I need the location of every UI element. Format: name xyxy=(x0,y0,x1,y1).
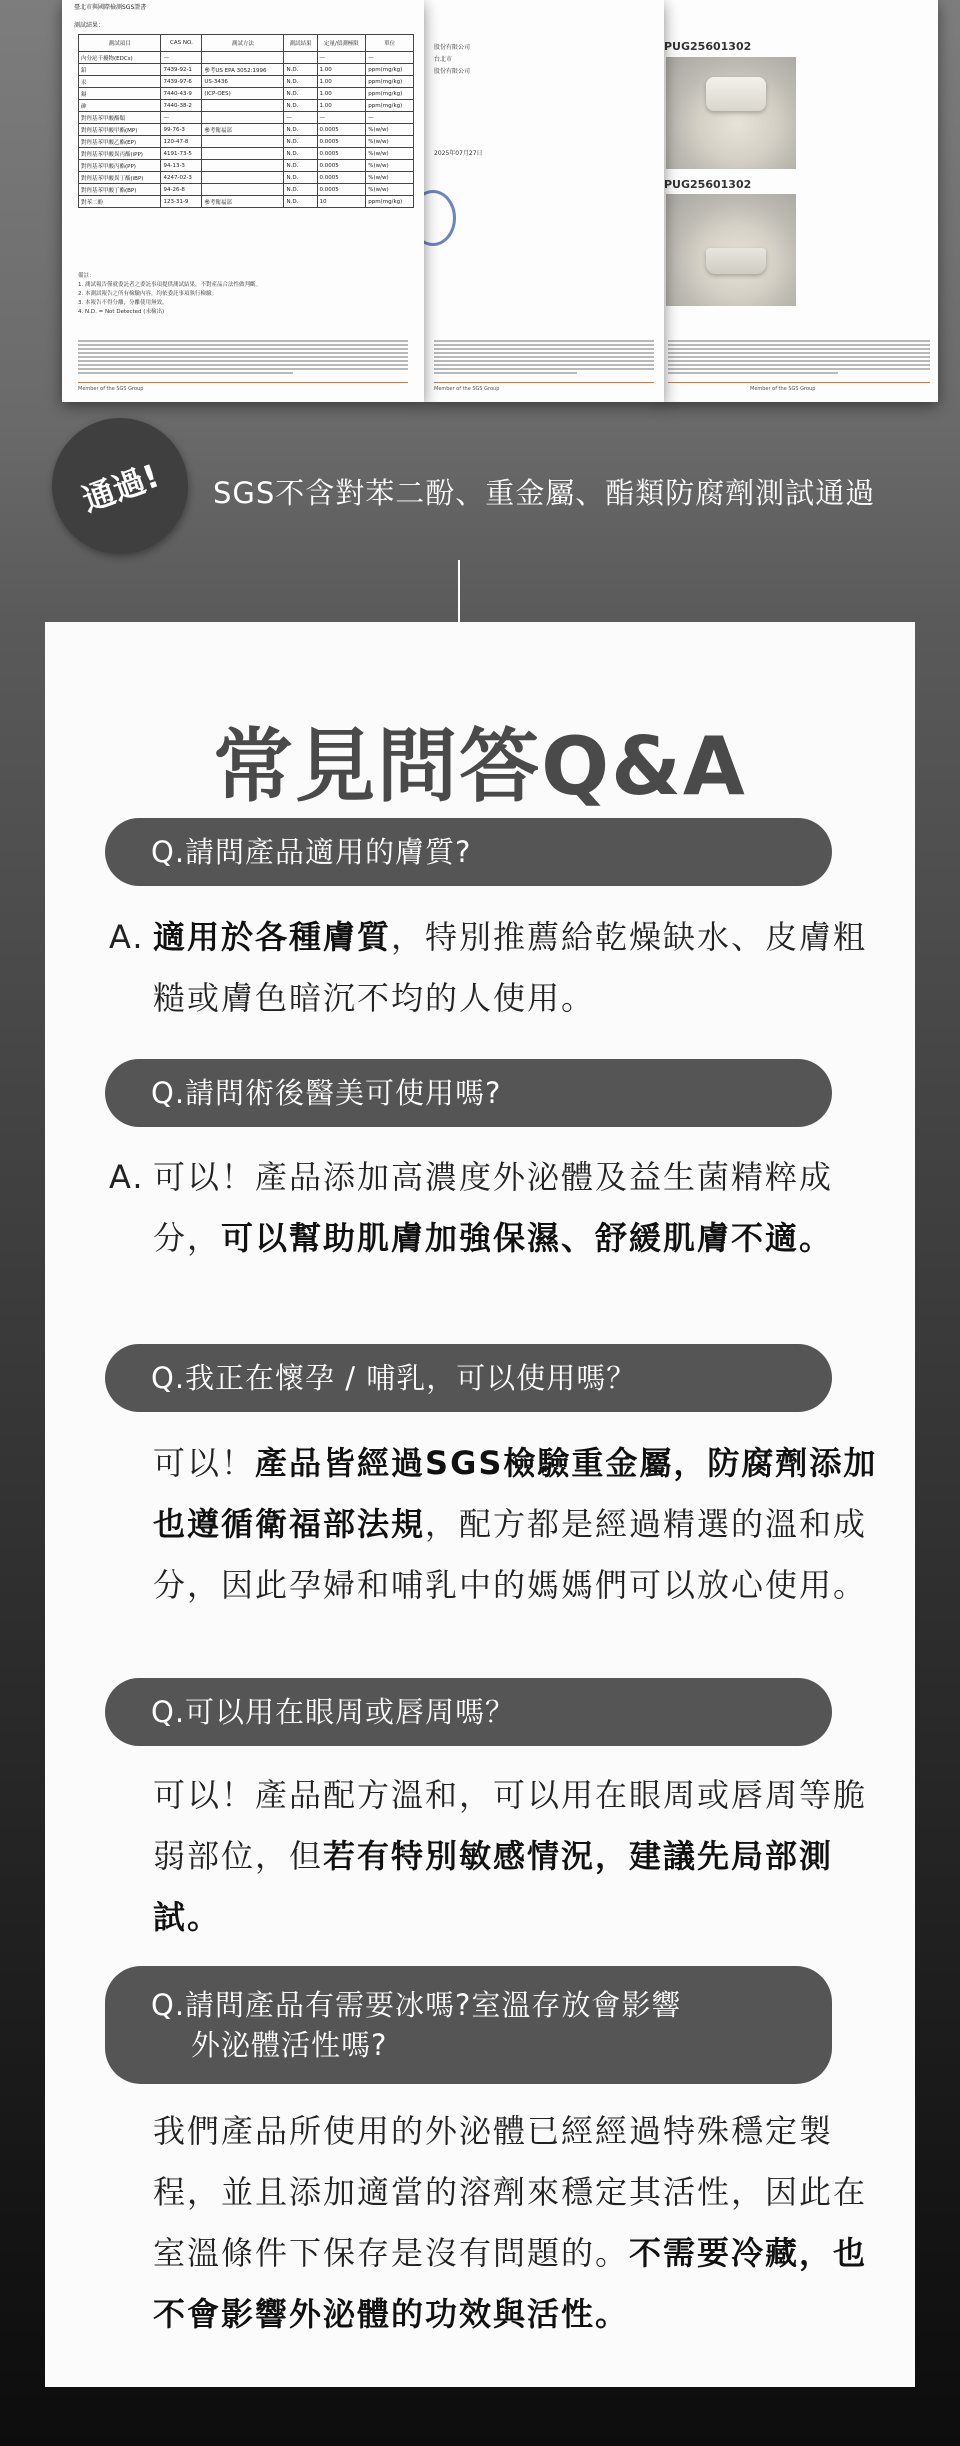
table-cell xyxy=(202,160,284,172)
table-cell xyxy=(202,148,284,160)
table-cell: 0.0005 xyxy=(317,172,366,184)
table-row xyxy=(79,64,414,76)
table-cell xyxy=(202,112,284,124)
table-cell xyxy=(284,52,317,64)
table-cell: US-3436 xyxy=(202,76,284,88)
faq-question-4 xyxy=(105,1678,832,1746)
answer-prefix: A. xyxy=(109,918,145,956)
table-cell: %(w/w) xyxy=(366,124,414,136)
sample-code: PUG25601302 xyxy=(664,40,752,53)
sgs-report-page-1 xyxy=(62,0,424,402)
table-cell: 94-26-8 xyxy=(161,184,202,196)
table-header-cell: 定量/偵測極限 xyxy=(317,35,366,52)
table-cell: 對苯二酚 xyxy=(79,196,161,208)
table-row xyxy=(79,124,414,136)
table-cell: 1.00 xyxy=(317,100,366,112)
table-cell: 120-47-8 xyxy=(161,136,202,148)
table-header-cell: 測試結果 xyxy=(284,35,317,52)
pass-badge: 通過! xyxy=(33,399,207,573)
report-divider xyxy=(78,382,408,383)
answer-highlight: 不需要冷藏，也不會影響外泌體的功效與活性。 xyxy=(153,2234,868,2333)
answer-text: 可以！產品配方溫和，可以用在眼周或唇周等脆弱部位，但 xyxy=(153,1776,868,1875)
answer-text: 可以！ xyxy=(153,1444,256,1482)
table-cell: — xyxy=(161,52,202,64)
table-cell: 對羥基苯甲酸丁酯(BP) xyxy=(79,184,161,196)
answer-highlight: 若有特別敏感情況，建議先局部測試。 xyxy=(153,1837,834,1936)
table-header-cell: 測試項目 xyxy=(79,35,161,52)
client-line: 股份有限公司 xyxy=(434,44,471,51)
table-cell: 對羥基苯甲酸乙酯(EP) xyxy=(79,136,161,148)
table-row xyxy=(79,52,414,64)
table-row xyxy=(79,100,414,112)
report-fineprint xyxy=(668,338,930,376)
table-cell: N.D. xyxy=(284,88,317,100)
faq-answer-4 xyxy=(153,1765,893,1948)
answer-text: 我們產品所使用的外泌體已經經過特殊穩定製程，並且添加適當的溶劑來穩定其活性，因此在室溫條件下保存是沒有問題的。 xyxy=(153,2112,868,2272)
table-cell: N.D. xyxy=(284,184,317,196)
table-cell: 0.0005 xyxy=(317,184,366,196)
table-cell: — xyxy=(317,52,366,64)
table-cell: — xyxy=(284,112,317,124)
table-cell: (ICP-OES) xyxy=(202,88,284,100)
table-cell: 10 xyxy=(317,196,366,208)
table-cell: ppm(mg/kg) xyxy=(366,88,414,100)
client-line: 股份有限公司 xyxy=(434,68,471,75)
table-cell: 對羥基苯甲酸異丁酯(iBP) xyxy=(79,172,161,184)
table-cell: 對羥基苯甲酸甲酯(MP) xyxy=(79,124,161,136)
table-cell: %(w/w) xyxy=(366,184,414,196)
faq-panel xyxy=(45,622,915,2387)
test-results-table xyxy=(78,34,414,208)
client-line: 2025年07月27日 xyxy=(434,150,483,157)
table-cell: 123-31-9 xyxy=(161,196,202,208)
table-cell: ppm(mg/kg) xyxy=(366,196,414,208)
question-text: Q.我正在懷孕 / 哺乳，可以使用嗎？ xyxy=(151,1361,637,1395)
sample-photo-2 xyxy=(666,194,796,306)
question-text: Q.請問術後醫美可使用嗎? xyxy=(151,1076,502,1110)
question-text: 外泌體活性嗎? xyxy=(191,2028,388,2062)
table-cell: %(w/w) xyxy=(366,160,414,172)
connector-line xyxy=(458,560,460,622)
note-line: 3. 本報告不得分離，分離使用無效。 xyxy=(78,300,168,306)
pass-statement: SGS不含對苯二酚、重金屬、酯類防腐劑測試通過 xyxy=(213,476,876,510)
question-text: Q.請問產品有需要冰嗎?室溫存放會影響 xyxy=(151,1988,682,2022)
report-subheader: 測試結果： xyxy=(74,22,105,29)
table-cell: 0.0005 xyxy=(317,148,366,160)
table-cell: 0.0005 xyxy=(317,136,366,148)
table-cell: 7440-38-2 xyxy=(161,100,202,112)
answer-text: ，配方都是經過精選的溫和成分，因此孕婦和哺乳中的媽媽們可以放心使用。 xyxy=(153,1505,868,1604)
table-cell: 94-13-3 xyxy=(161,160,202,172)
table-cell: — xyxy=(317,112,366,124)
table-cell: 內分泌干擾物(EDCs) xyxy=(79,52,161,64)
table-header-cell: 單位 xyxy=(366,35,414,52)
answer-highlight: 可以幫助肌膚加強保濕、舒緩肌膚不適。 xyxy=(221,1219,834,1257)
table-cell: ppm(mg/kg) xyxy=(366,100,414,112)
table-cell: 對羥基苯甲酸異丙酯(iPP) xyxy=(79,148,161,160)
table-cell xyxy=(202,172,284,184)
question-text-wrap xyxy=(151,1985,681,2065)
report-divider xyxy=(668,382,930,383)
table-cell: N.D. xyxy=(284,172,317,184)
table-cell: 對羥基苯甲酸丙酯(PP) xyxy=(79,160,161,172)
table-cell: %(w/w) xyxy=(366,172,414,184)
answer-prefix: A. xyxy=(109,1158,145,1196)
table-cell: N.D. xyxy=(284,148,317,160)
table-cell xyxy=(202,136,284,148)
client-line: 台北市 xyxy=(434,56,453,63)
faq-question-1 xyxy=(105,818,832,886)
report-footer: Member of the SGS Group xyxy=(434,386,500,392)
table-cell: 7440-43-9 xyxy=(161,88,202,100)
table-cell: 鉛 xyxy=(79,64,161,76)
table-cell: 參考US EPA 3052:1996 xyxy=(202,64,284,76)
table-cell: 參考衛福部 xyxy=(202,196,284,208)
table-row xyxy=(79,112,414,124)
report-footer: Member of the SGS Group xyxy=(750,386,816,392)
answer-text: ，特別推薦給乾燥缺水、皮膚粗糙或膚色暗沉不均的人使用。 xyxy=(153,918,868,1017)
table-header-cell: 測試方法 xyxy=(202,35,284,52)
table-cell: %(w/w) xyxy=(366,136,414,148)
table-cell: 汞 xyxy=(79,76,161,88)
table-cell: 1.00 xyxy=(317,64,366,76)
table-cell: ppm(mg/kg) xyxy=(366,76,414,88)
answer-highlight: 適用於各種膚質 xyxy=(153,918,392,956)
table-cell: — xyxy=(161,112,202,124)
table-cell: 鎘 xyxy=(79,88,161,100)
faq-question-2 xyxy=(105,1059,832,1127)
answer-text: 可以！產品添加高濃度外泌體及益生菌精粹成分， xyxy=(153,1158,834,1257)
table-header-row xyxy=(79,35,414,52)
note-line: 4. N.D. = Not Detected (未檢出) xyxy=(78,309,165,315)
table-cell: %(w/w) xyxy=(366,148,414,160)
table-cell: — xyxy=(366,52,414,64)
question-text: Q.請問產品適用的膚質? xyxy=(151,835,472,869)
faq-answer-5 xyxy=(153,2101,893,2345)
table-row xyxy=(79,88,414,100)
table-cell: 砷 xyxy=(79,100,161,112)
table-cell: 99-76-3 xyxy=(161,124,202,136)
table-cell: 7439-97-6 xyxy=(161,76,202,88)
table-header-cell: CAS NO. xyxy=(161,35,202,52)
table-cell: 1.00 xyxy=(317,88,366,100)
table-cell: 對羥基苯甲酸酯類 xyxy=(79,112,161,124)
faq-answer-1 xyxy=(109,907,893,1029)
table-cell: N.D. xyxy=(284,64,317,76)
question-text: Q.可以用在眼周或唇周嗎？ xyxy=(151,1695,516,1729)
product-jar-icon xyxy=(706,77,766,111)
note-line: 1. 測試報告僅就委託者之委託事項提供測試結果，不對產品合法性做判斷。 xyxy=(78,282,261,288)
table-cell: N.D. xyxy=(284,124,317,136)
table-cell: — xyxy=(366,112,414,124)
table-row xyxy=(79,136,414,148)
note-line: 2. 本測試報告之所有檢驗內容，均依委託事項執行檢驗。 xyxy=(78,291,217,297)
note-line: 備註： xyxy=(78,273,95,279)
table-cell: 0.0005 xyxy=(317,124,366,136)
table-cell: 1.00 xyxy=(317,76,366,88)
report-fineprint xyxy=(434,338,654,376)
table-cell xyxy=(202,184,284,196)
report-footer: Member of the SGS Group xyxy=(78,386,144,392)
table-cell: N.D. xyxy=(284,136,317,148)
report-fineprint xyxy=(78,338,408,376)
table-cell: 參考衛福部 xyxy=(202,124,284,136)
table-cell: ppm(mg/kg) xyxy=(366,64,414,76)
faq-question-5 xyxy=(105,1966,832,2084)
product-jar-icon xyxy=(706,248,766,274)
report-notes xyxy=(78,272,408,317)
sgs-report-page-2 xyxy=(424,0,664,402)
table-cell: 0.0005 xyxy=(317,160,366,172)
table-row xyxy=(79,184,414,196)
report-client-info xyxy=(434,42,483,160)
table-cell: N.D. xyxy=(284,196,317,208)
sample-code: PUG25601302 xyxy=(664,178,752,191)
table-row xyxy=(79,172,414,184)
table-cell: N.D. xyxy=(284,100,317,112)
table-cell: N.D. xyxy=(284,76,317,88)
table-cell xyxy=(202,52,284,64)
answer-highlight: 產品皆經過SGS檢驗重金屬，防腐劑添加也遵循衛福部法規 xyxy=(153,1444,878,1543)
table-row xyxy=(79,160,414,172)
faq-answer-2 xyxy=(109,1147,893,1269)
report-header: 臺北市與國際檢測SGS證書 xyxy=(74,4,147,11)
table-cell: 7439-92-1 xyxy=(161,64,202,76)
table-cell xyxy=(202,100,284,112)
faq-answer-3 xyxy=(153,1433,893,1616)
table-row xyxy=(79,196,414,208)
table-row xyxy=(79,148,414,160)
table-cell: N.D. xyxy=(284,160,317,172)
report-divider xyxy=(434,382,654,383)
faq-title: 常見問答Q&A xyxy=(213,720,747,813)
faq-question-3 xyxy=(105,1344,832,1412)
table-cell: 4191-73-5 xyxy=(161,148,202,160)
table-row xyxy=(79,76,414,88)
sgs-report-page-3 xyxy=(660,0,938,402)
sample-photo-1 xyxy=(666,57,796,169)
table-cell: 4247-02-3 xyxy=(161,172,202,184)
sgs-stamp-icon xyxy=(424,190,456,246)
